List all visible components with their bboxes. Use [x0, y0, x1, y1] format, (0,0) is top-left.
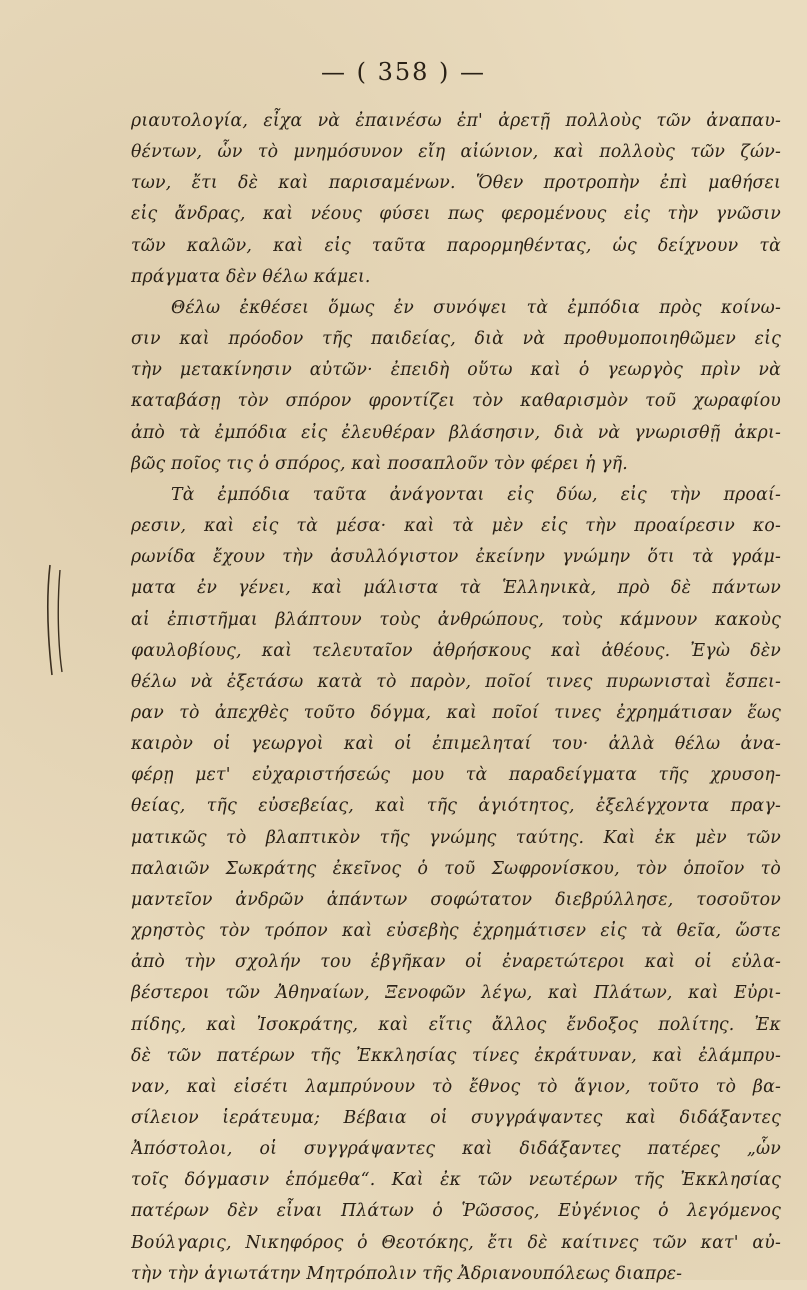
text-line: χρηστὸς τὸν τρόπον καὶ εὐσεβὴς ἐχρημάτισεν εἰς τὰ θεῖα, ὥστε	[131, 921, 781, 942]
text-line: ματικῶς τὸ βλαπτικὸν τῆς γνώμης ταύτης. Καὶ ἐκ μὲν τῶν	[131, 827, 781, 848]
text-line: καταβάσῃ τὸν σπόρον φροντίζει τὸν καθαρισμὸν τοῦ χωραφίου	[131, 391, 781, 412]
text-line: φαυλοβίους, καὶ τελευταῖον ἀθρήσκους καὶ ἀθέους. Ἐγὼ δὲν	[131, 640, 781, 661]
text-line: ρεσιν, καὶ εἰς τὰ μέσα· καὶ τὰ μὲν εἰς τὴν προαίρεσιν κο-	[131, 516, 781, 537]
text-line: τῶν καλῶν, καὶ εἰς ταῦτα παρορμηθέντας, ὡς δείχνουν τὰ	[131, 235, 781, 256]
page-number-header: — ( 358 ) —	[320, 58, 487, 86]
text-line: Ἀπόστολοι, οἱ συγγράψαντες καὶ διδάξαντες πατέρες „ὧν	[131, 1139, 781, 1160]
text-line: τοῖς δόγμασιν ἑπόμεθα“. Καὶ ἐκ τῶν νεωτέρων τῆς Ἐκκλησίας	[131, 1170, 781, 1191]
text-line: ἀπὸ τὰ ἐμπόδια εἰς ἐλευθέραν βλάσησιν, διὰ νὰ γνωρισθῇ ἀκρι-	[131, 422, 781, 443]
text-line: θείας, τῆς εὐσεβείας, καὶ τῆς ἁγιότητος, ἐξελέγχοντα πραγ-	[131, 796, 781, 817]
text-line: Βούλγαρις, Νικηφόρος ὁ Θεοτόκης, ἔτι δὲ καίτινες τῶν κατ' αὐ-	[131, 1232, 781, 1253]
text-line: πράγματα δὲν θέλω κάμει.	[131, 266, 371, 287]
text-line: σίλειον ἱεράτευμα; Βέβαια οἱ συγγράψαντες καὶ διδάξαντες	[131, 1108, 781, 1128]
text-line: Θέλω ἐκθέσει ὅμως ἐν συνόψει τὰ ἐμπόδια πρὸς κοίνω-	[171, 297, 781, 318]
text-line: σιν καὶ πρόοδον τῆς παιδείας, διὰ νὰ προθυμοποιηθῶμεν εἰς	[131, 329, 781, 350]
text-line: βέστεροι τῶν Ἀθηναίων, Ξενοφῶν λέγω, καὶ Πλάτων, καὶ Εὐρι-	[131, 983, 781, 1004]
text-line: των, ἔτι δὲ καὶ παρισαμένων. Ὅθεν προτροπὴν ἐπὶ μαθήσει	[131, 173, 781, 194]
text-line: ριαυτολογία, εἶχα νὰ ἐπαινέσω ἐπ' ἀρετῇ πολλοὺς τῶν ἀναπαυ-	[131, 111, 781, 131]
text-line: καιρὸν οἱ γεωργοὶ καὶ οἱ ἐπιμεληταί του· ἀλλὰ θέλω ἀνα-	[131, 734, 781, 755]
text-line: ναν, καὶ εἰσέτι λαμπρύνουν τὸ ἔθνος τὸ ἅγιον, τοῦτο τὸ βα-	[131, 1076, 781, 1097]
text-line: δὲ τῶν πατέρων τῆς Ἐκκλησίας τίνες ἐκράτυναν, καὶ ἐλάμπρυ-	[131, 1045, 781, 1066]
text-line: ραν τὸ ἀπεχθὲς τοῦτο δόγμα, καὶ ποῖοί τινες ἐχρημάτισαν ἕως	[131, 702, 781, 723]
text-line: πίδης, καὶ Ἰσοκράτης, καὶ εἴτις ἄλλος ἔνδοξος πολίτης. Ἐκ	[131, 1014, 781, 1035]
text-line: Τὰ ἐμπόδια ταῦτα ἀνάγονται εἰς δύω, εἰς τὴν προαί-	[171, 484, 781, 505]
text-line: φέρῃ μετ' εὐχαριστήσεώς μου τὰ παραδείγματα τῆς χρυσοη-	[131, 765, 781, 786]
text-line: ἀπὸ τὴν σχολήν του ἐβγῆκαν οἱ ἐναρετώτεροι καὶ οἱ εὐλα-	[131, 952, 781, 973]
text-line: τὴν τὴν ἁγιωτάτην Μητρόπολιν τῆς Ἀδριανουπόλεως διαπρε-	[131, 1263, 683, 1284]
text-line: ματα ἐν γένει, καὶ μάλιστα τὰ Ἑλληνικὰ, πρὸ δὲ πάντων	[131, 578, 781, 599]
margin-ink-mark	[40, 560, 80, 680]
text-line: θέντων, ὧν τὸ μνημόσυνον εἴη αἰώνιον, καὶ πολλοὺς τῶν ζών-	[131, 142, 781, 163]
page-body-text	[131, 106, 781, 1290]
text-line: ρωνίδα ἔχουν τὴν ἀσυλλόγιστον ἐκείνην γνώμην ὅτι τὰ γράμ-	[131, 547, 781, 568]
text-line: αἱ ἐπιστῆμαι βλάπτουν τοὺς ἀνθρώπους, τοὺς κάμνουν κακοὺς	[131, 609, 781, 630]
text-line: βῶς ποῖος τις ὁ σπόρος, καὶ ποσαπλοῦν τὸν φέρει ἡ γῆ.	[131, 453, 628, 474]
text-line: εἰς ἄνδρας, καὶ νέους φύσει πως φερομένους εἰς τὴν γνῶσιν	[131, 204, 781, 225]
text-line: μαντεῖον ἀνδρῶν ἁπάντων σοφώτατον διεβρύλλησε, τοσοῦτον	[131, 889, 781, 910]
text-line: πατέρων δὲν εἶναι Πλάτων ὁ Ῥῶσσος, Εὐγένιος ὁ λεγόμενος	[131, 1201, 781, 1222]
text-line: τὴν μετακίνησιν αὐτῶν· ἐπειδὴ οὕτω καὶ ὁ γεωργὸς πρὶν νὰ	[131, 360, 781, 381]
text-line: παλαιῶν Σωκράτης ἐκεῖνος ὁ τοῦ Σωφρονίσκου, τὸν ὁποῖον τὸ	[131, 858, 781, 879]
text-line: θέλω νὰ ἐξετάσω κατὰ τὸ παρὸν, ποῖοί τινες πυρωνισταὶ ἔσπει-	[131, 671, 781, 692]
